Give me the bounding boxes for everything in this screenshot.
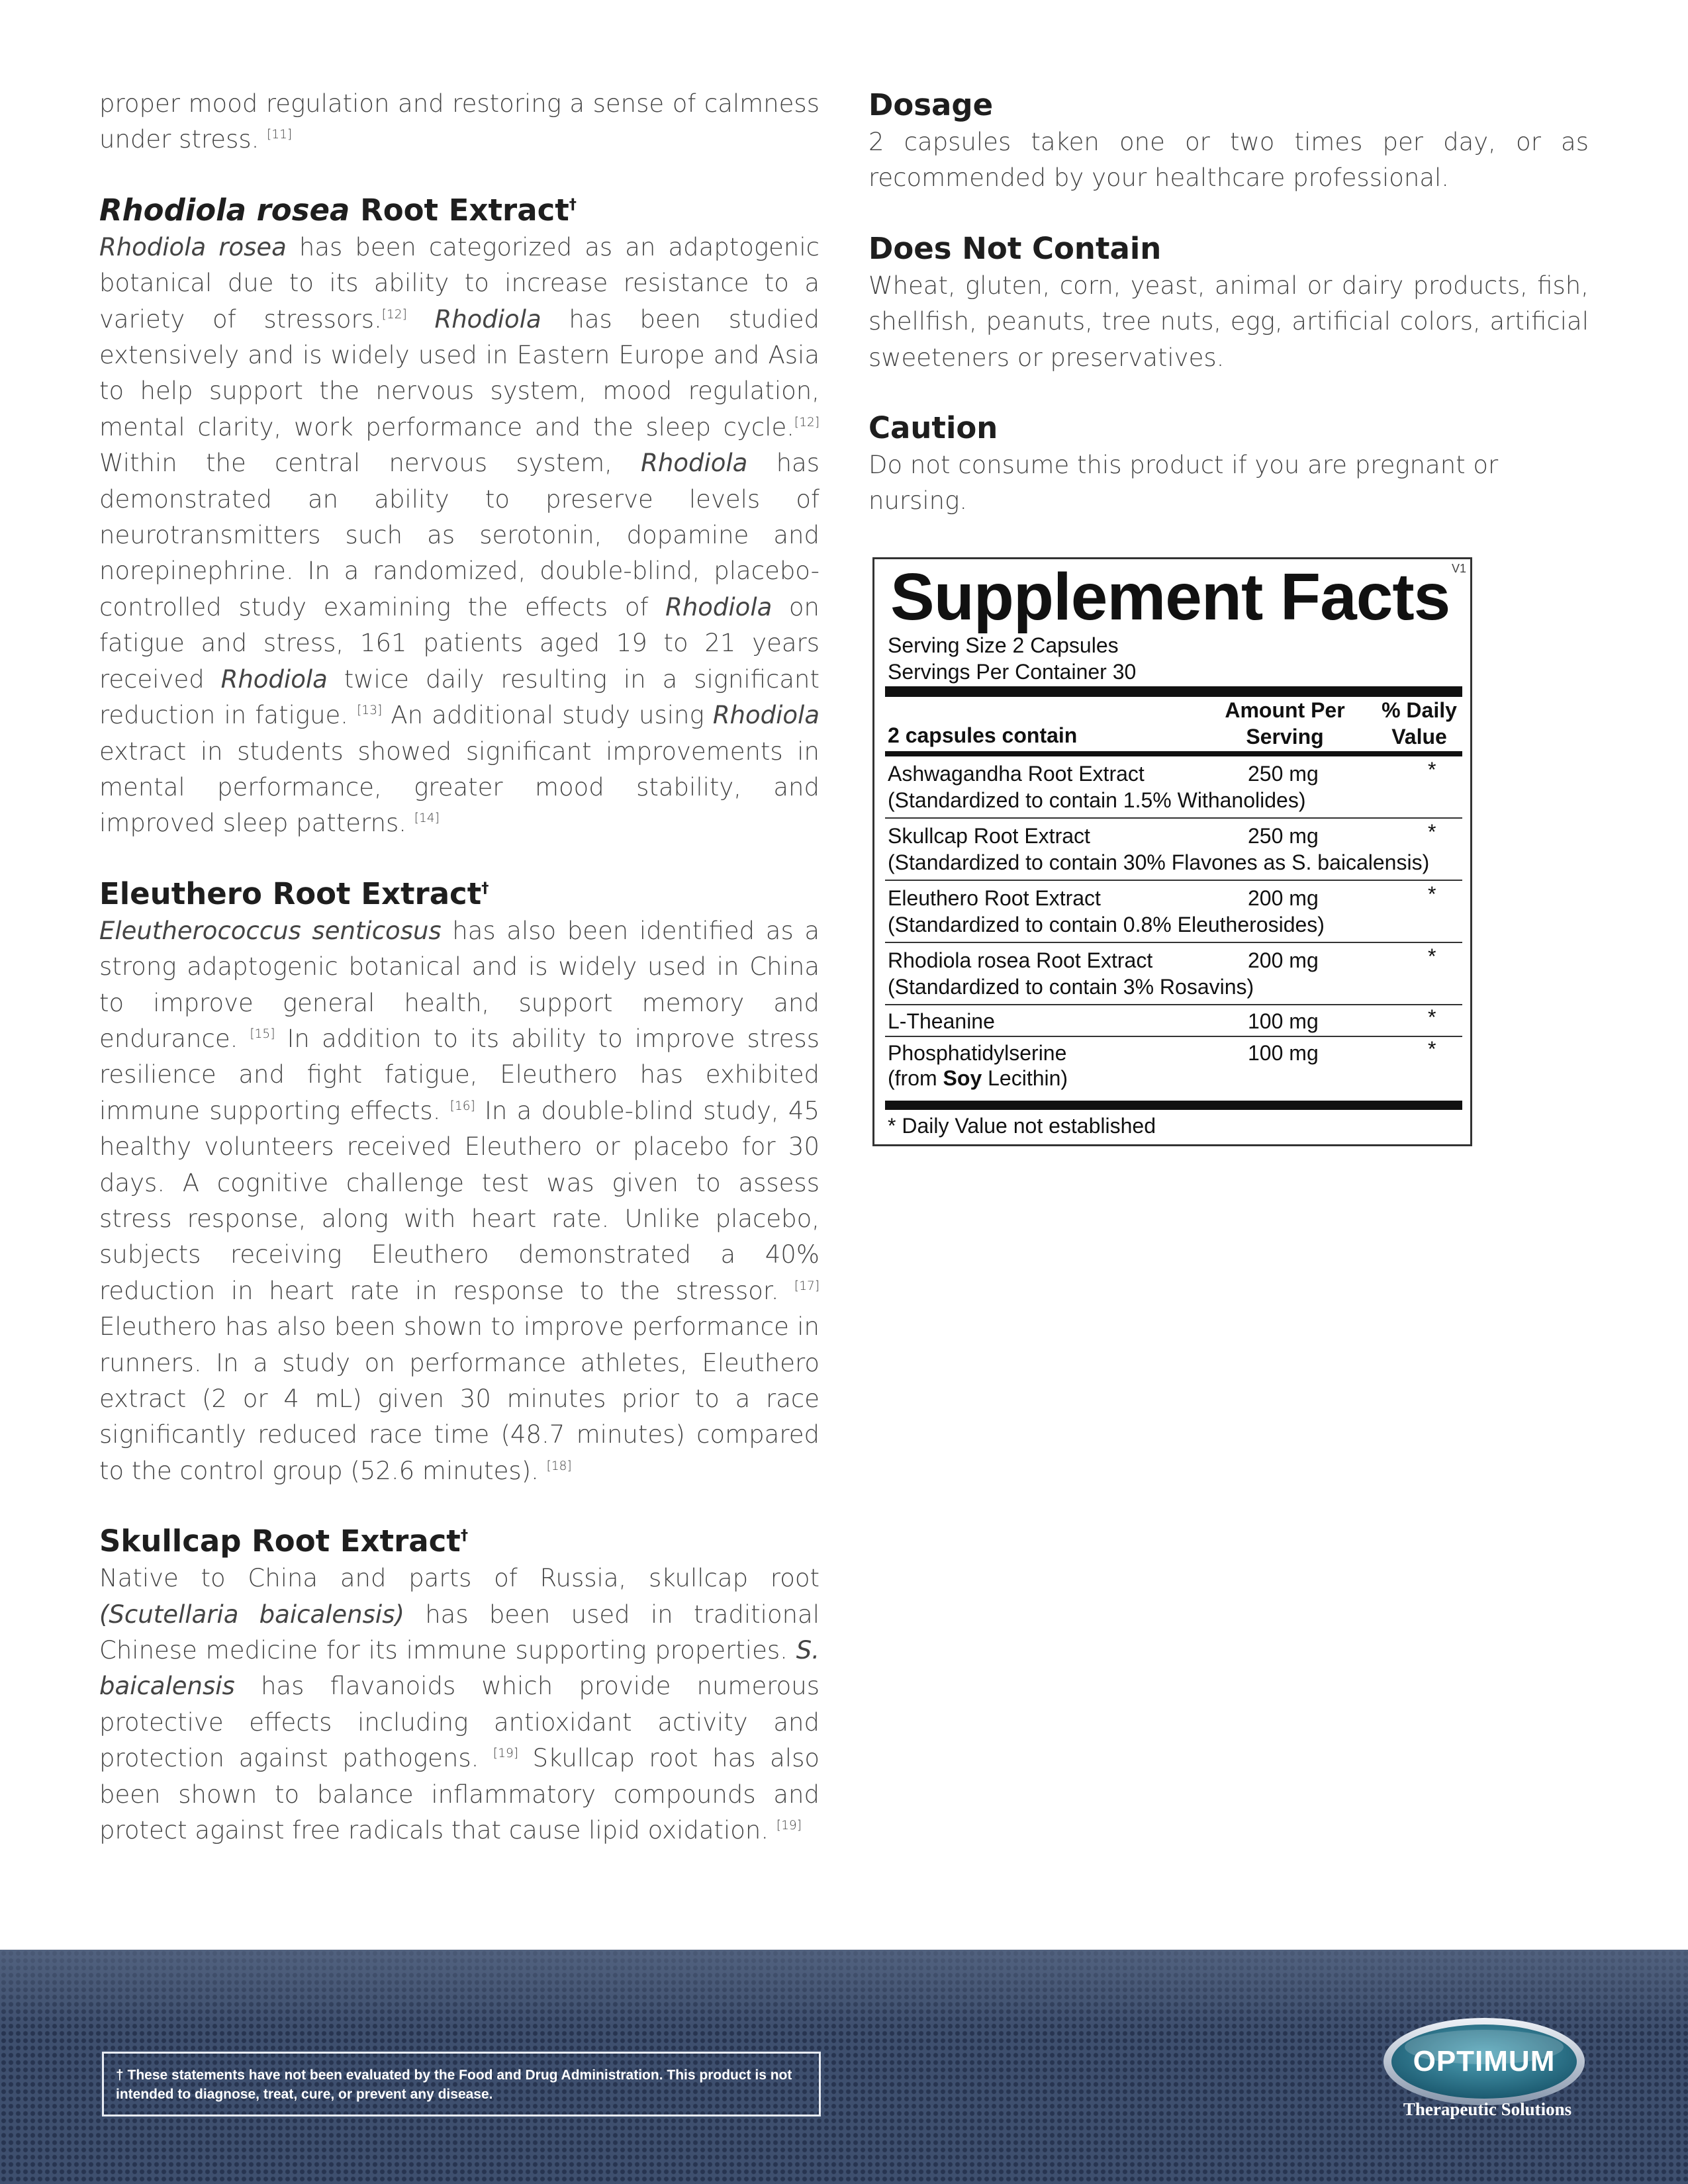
version-label: V1: [1451, 562, 1466, 575]
skullcap-heading: Skullcap Root Extract†: [99, 1524, 469, 1559]
skullcap-section: [99, 1522, 820, 1848]
facts-row: L-Theanine 100 mg *: [885, 1009, 1462, 1037]
right-column: [868, 86, 1589, 520]
col-header-amount: Amount Per Serving: [1225, 698, 1345, 749]
rhodiola-paragraph: Rhodiola rosea has been categorized as an adaptogenic botanical due to its ability to increase resistance to a variety of stressors.[12] Rhodiola has been studied extensively and is widely used in Eastern Europe and Asia to help support the nervous system, mood regulation, mental clarity, work performance and the sleep cycle.[12] Within the central nervous system, Rhodiola has demonstrated an ability to preserve levels of neurotransmitters such as serotonin, dopamine and norepinephrine. In a randomized, double-blind, placebo-controlled study examining the effects of Rhodiola on fatigue and stress, 161 patients aged 19 to 21 years received Rhodiola twice daily resulting in a significant reduction in fatigue. [13] An additional study using Rhodiola extract in students showed significant improvements in mental performance, greater mood stability, and improved sleep patterns. [14]: [99, 232, 820, 838]
supplement-facts-panel: [872, 557, 1472, 1146]
supplement-facts-title: Supplement Facts: [890, 560, 1450, 634]
skullcap-paragraph: Native to China and parts of Russia, skullcap root (Scutellaria baicalensis) has been used in traditional Chinese medicine for its immune supporting properties. S. baicalensis has flavanoids which provide numerous protective effects including antioxidant activity and protection against pathogens. [19] Skullcap root has also been shown to balance inflammatory compounds and protect against free radicals that cause lipid oxidation. [19]: [99, 1564, 820, 1845]
facts-row: Eleuthero Root Extract (Standardized to contain 0.8% Eleutherosides) 200 mg *: [885, 885, 1462, 943]
eleuthero-heading: Eleuthero Root Extract†: [99, 876, 489, 911]
rhodiola-section: [99, 191, 820, 842]
eleuthero-paragraph: Eleutherococcus senticosus has also been identified as a strong adaptogenic botanical and is widely used in China to improve general health, support memory and endurance. [15] In addition to its ability to improve stress resilience and fight fatigue, Eleuthero has exhibited immune supporting effects. [16] In a double-blind study, 45 healthy volunteers received Eleuthero or placebo for 30 days. A cognitive challenge test was given to assess stress response, along with heart rate. Unlike placebo, subjects receiving Eleuthero demonstrated a 40% reduction in heart rate in response to the stressor. [17] Eleuthero has also been shown to improve performance in runners. In a study on performance athletes, Eleuthero extract (2 or 4 mL) given 30 minutes prior to a race significantly reduced race time (48.7 minutes) compared to the control group (52.6 minutes). [18]: [99, 916, 820, 1485]
logo-text: OPTIMUM: [1413, 2045, 1556, 2077]
does-not-contain-heading: Does Not Contain: [868, 230, 1162, 266]
daily-value-footnote: * Daily Value not established: [888, 1114, 1156, 1138]
col-header-daily-value: % Daily Value: [1382, 698, 1457, 749]
dosage-text: 2 capsules taken one or two times per day, or as recommended by your healthcare professional.: [868, 128, 1589, 193]
dosage-heading: Dosage: [868, 87, 994, 122]
facts-row: Skullcap Root Extract (Standardized to contain 30% Flavones as S. baicalensis) 250 mg *: [885, 823, 1462, 881]
does-not-contain-text: Wheat, gluten, corn, yeast, animal or dairy products, fish, shellfish, peanuts, tree nuts, egg, artificial colors, artificial sweeteners or preservatives.: [868, 271, 1589, 372]
caution-text: Do not consume this product if you are pregnant or nursing.: [868, 451, 1499, 516]
servings-per-container: Servings Per Container 30: [888, 660, 1137, 684]
caution-heading: Caution: [868, 410, 998, 446]
optimum-logo: [1380, 2015, 1589, 2109]
facts-row: Ashwagandha Root Extract (Standardized to contain 1.5% Withanolides) 250 mg *: [885, 760, 1462, 819]
thick-divider: [885, 686, 1462, 697]
facts-row: Phosphatidylserine (from Soy Lecithin) 100 mg *: [888, 1037, 1436, 1090]
tagline: Therapeutic Solutions: [1403, 2099, 1572, 2119]
intro-paragraph: proper mood regulation and restoring a sense of calmness under stress. [11]: [99, 89, 820, 154]
rhodiola-heading: Rhodiola rosea Root Extract†: [99, 192, 577, 228]
eleuthero-section: [99, 875, 820, 1490]
header-divider: [885, 751, 1462, 756]
col-header-name: 2 capsules contain: [888, 723, 1078, 747]
left-column: [99, 86, 820, 1848]
facts-row: Rhodiola rosea Root Extract (Standardized to contain 3% Rosavins) 200 mg *: [885, 947, 1462, 1005]
bottom-divider: [885, 1101, 1462, 1110]
fda-disclaimer: † These statements have not been evaluated by the Food and Drug Administration. This product is not intended to diagnose, treat, cure, or prevent any disease.: [102, 2052, 821, 2116]
serving-size: Serving Size 2 Capsules: [888, 633, 1119, 657]
